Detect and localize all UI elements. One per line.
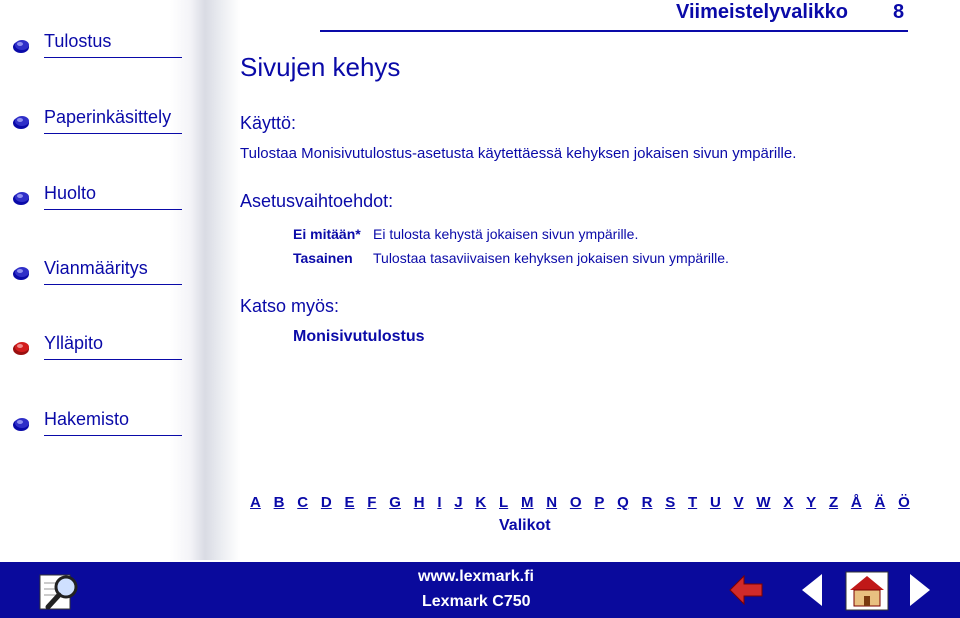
index-letter-link[interactable]: K bbox=[475, 494, 487, 511]
index-letter-link[interactable]: O bbox=[569, 494, 582, 511]
see-also-heading: Katso myös: bbox=[240, 296, 340, 316]
divider bbox=[44, 435, 182, 436]
divider bbox=[44, 133, 182, 134]
index-letter-link[interactable]: A bbox=[250, 494, 261, 511]
index-letter-link[interactable]: D bbox=[320, 494, 332, 511]
sidebar-item-label: Paperinkäsittely bbox=[44, 107, 172, 127]
back-arrow-icon[interactable] bbox=[728, 574, 764, 606]
sidebar-item-vianmaaritys[interactable] bbox=[12, 255, 182, 285]
printer-model: Lexmark C750 bbox=[422, 593, 531, 610]
divider bbox=[44, 209, 182, 210]
divider bbox=[44, 57, 182, 58]
search-magnifier-icon[interactable] bbox=[38, 571, 84, 613]
index-letter-link[interactable]: B bbox=[273, 494, 285, 511]
index-letter-link[interactable]: U bbox=[709, 494, 721, 511]
sidebar-item-label: Huolto bbox=[44, 183, 97, 203]
option-description: Tulostaa tasaviivaisen kehyksen jokaisen sivun ympärille. bbox=[373, 250, 729, 266]
index-letter-link[interactable]: R bbox=[641, 494, 653, 511]
divider bbox=[44, 359, 182, 360]
index-letter-link[interactable]: N bbox=[546, 494, 558, 511]
next-page-icon[interactable] bbox=[908, 572, 932, 608]
nav-bullet-icon bbox=[12, 112, 38, 130]
sidebar-item-tulostus[interactable] bbox=[12, 28, 182, 58]
sidebar-item-huolto[interactable] bbox=[12, 180, 182, 210]
sidebar-item-paperinkasittely[interactable] bbox=[12, 104, 182, 134]
sidebar bbox=[0, 0, 240, 560]
nav-bullet-icon bbox=[12, 414, 38, 432]
sidebar-item-hakemisto[interactable] bbox=[12, 406, 182, 436]
options-heading: Asetusvaihtoehdot: bbox=[240, 191, 394, 211]
index-letter-link[interactable]: Z bbox=[828, 494, 839, 511]
index-letter-link[interactable]: J bbox=[454, 494, 463, 511]
home-icon[interactable] bbox=[844, 570, 890, 612]
index-letter-link[interactable]: V bbox=[733, 494, 744, 511]
index-letter-link[interactable]: T bbox=[688, 494, 698, 511]
see-also-link[interactable]: Monisivutulostus bbox=[293, 328, 425, 345]
section-title: Viimeistelyvalikko bbox=[676, 1, 848, 23]
nav-bullet-icon bbox=[12, 36, 38, 54]
option-description: Ei tulosta kehystä jokaisen sivun ympärille. bbox=[373, 226, 639, 242]
index-letter-link[interactable]: E bbox=[344, 494, 355, 511]
footer-bar bbox=[0, 562, 960, 618]
index-letter-link[interactable]: I bbox=[437, 494, 442, 511]
index-letter-link[interactable]: Y bbox=[806, 494, 817, 511]
sidebar-item-label: Tulostus bbox=[44, 31, 112, 51]
index-letter-link[interactable]: L bbox=[499, 494, 509, 511]
index-letter-link[interactable]: X bbox=[783, 494, 794, 511]
alphabet-index bbox=[250, 494, 910, 511]
index-letter-link[interactable]: Ä bbox=[874, 494, 886, 511]
option-label: Tasainen bbox=[293, 250, 353, 266]
previous-page-icon[interactable] bbox=[800, 572, 824, 608]
nav-bullet-active-icon bbox=[12, 338, 38, 356]
sidebar-item-yllapito[interactable] bbox=[12, 330, 182, 360]
header-divider bbox=[320, 30, 908, 32]
index-letter-link[interactable]: M bbox=[520, 494, 534, 511]
usage-heading: Käyttö: bbox=[240, 113, 297, 133]
index-letter-link[interactable]: P bbox=[594, 494, 605, 511]
index-letter-link[interactable]: F bbox=[367, 494, 377, 511]
nav-bullet-icon bbox=[12, 188, 38, 206]
index-letter-link[interactable]: Q bbox=[617, 494, 629, 511]
index-letter-link[interactable]: Å bbox=[850, 494, 862, 511]
page-number: 8 bbox=[893, 1, 905, 23]
website-url[interactable]: www.lexmark.fi bbox=[418, 568, 534, 585]
index-letter-link[interactable]: Ö bbox=[898, 494, 910, 511]
divider bbox=[44, 284, 182, 285]
sidebar-item-label: Vianmääritys bbox=[44, 258, 148, 278]
index-letter-link[interactable]: S bbox=[665, 494, 676, 511]
index-letter-link[interactable]: C bbox=[297, 494, 309, 511]
menus-link[interactable]: Valikot bbox=[499, 517, 551, 534]
index-letter-link[interactable]: H bbox=[413, 494, 425, 511]
page-title: Sivujen kehys bbox=[240, 52, 401, 82]
index-letter-link[interactable]: W bbox=[756, 494, 771, 511]
usage-text: Tulostaa Monisivutulostus-asetusta käytettäessä kehyksen jokaisen sivun ympärille. bbox=[240, 145, 797, 162]
sidebar-item-label: Hakemisto bbox=[44, 409, 130, 429]
nav-bullet-icon bbox=[12, 263, 38, 281]
option-label: Ei mitään* bbox=[293, 226, 361, 242]
index-letter-link[interactable]: G bbox=[389, 494, 401, 511]
sidebar-item-label: Ylläpito bbox=[44, 333, 104, 353]
